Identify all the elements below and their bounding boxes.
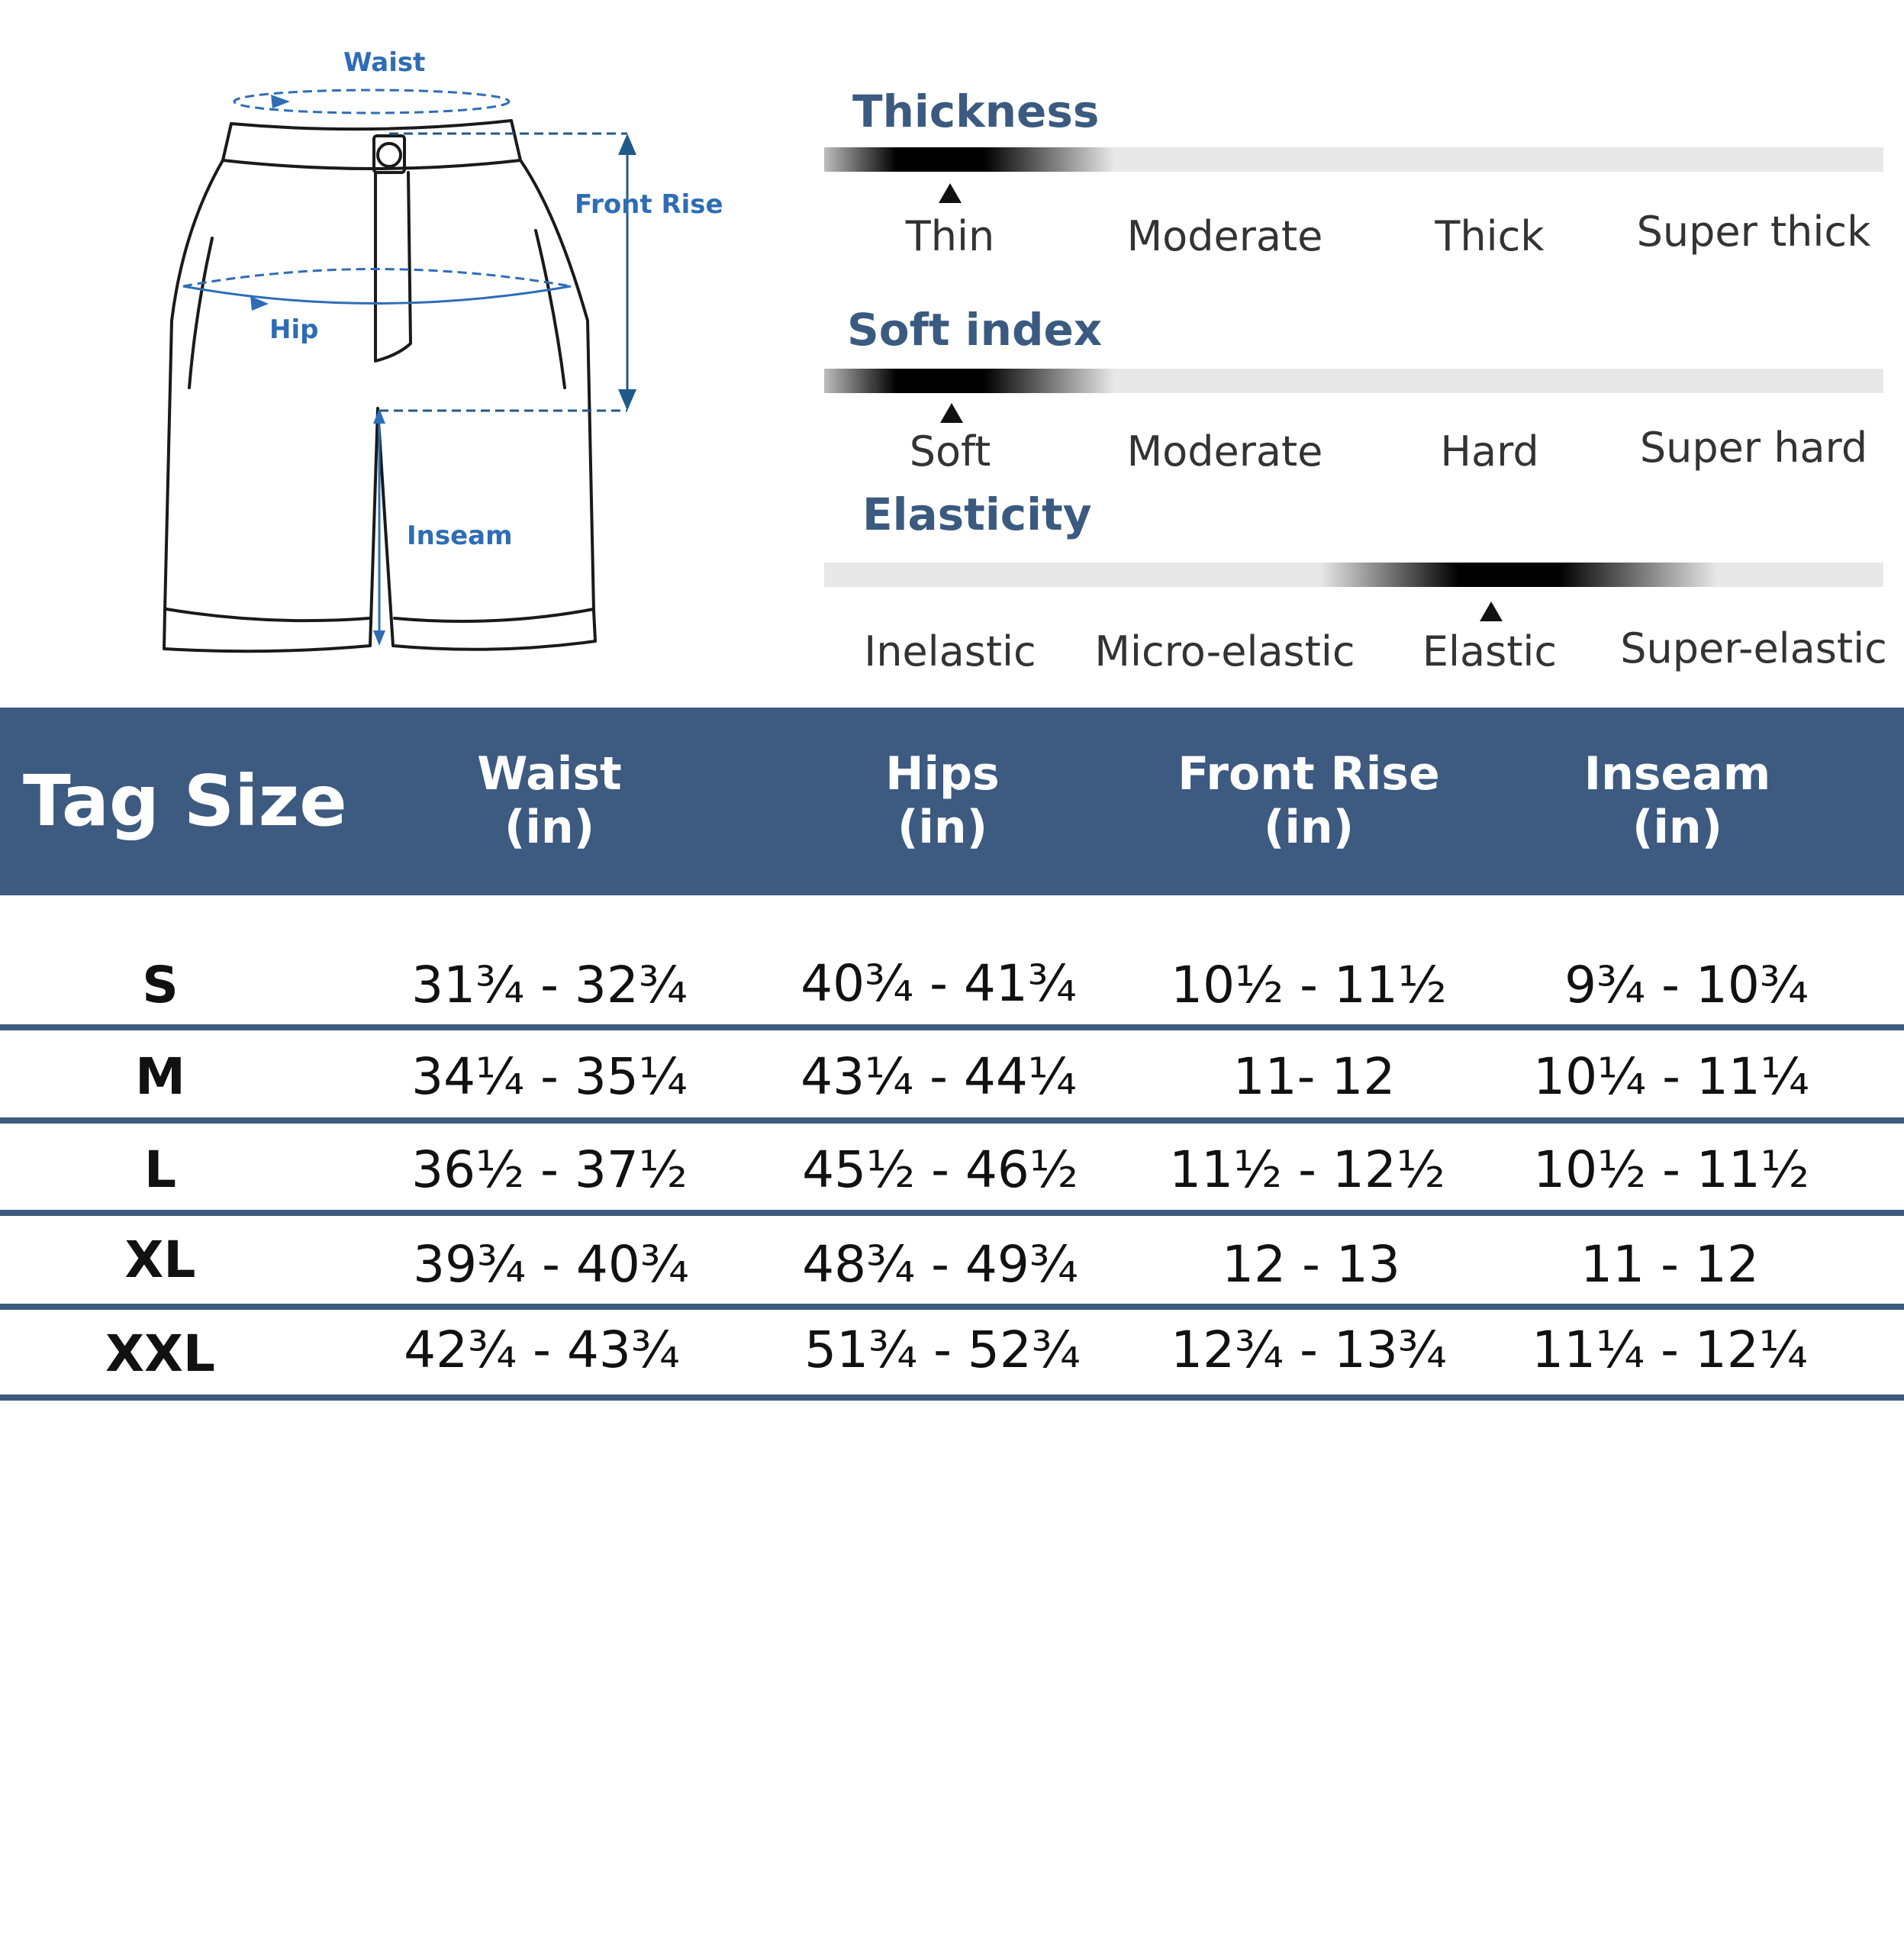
thickness-option-moderate: Moderate — [1126, 212, 1323, 260]
waist-cell: 31¾ - 32¾ — [411, 956, 688, 1014]
hips-cell: 48¾ - 49¾ — [802, 1235, 1078, 1294]
front-rise-cell: 11½ - 12½ — [1169, 1140, 1445, 1199]
row-divider — [0, 1024, 1904, 1030]
waist-cell: 39¾ - 40¾ — [413, 1235, 689, 1294]
soft-index-bar-indicator — [824, 369, 1114, 393]
hips-header-unit: (in) — [897, 801, 988, 854]
soft-index-option-hard: Hard — [1440, 427, 1539, 476]
row-divider — [0, 1395, 1904, 1401]
soft-index-title: Soft index — [847, 304, 1103, 356]
thickness-bar — [824, 147, 1883, 172]
waist-cell: 36½ - 37½ — [411, 1140, 688, 1199]
hips-cell: 43¼ - 44¼ — [801, 1047, 1077, 1106]
elasticity-option-super-elastic: Super-elastic — [1620, 624, 1887, 672]
hips-cell: 45½ - 46½ — [802, 1140, 1078, 1199]
front-rise-header-name: Front Rise — [1178, 747, 1440, 801]
inseam-cell: 9¾ - 10¾ — [1564, 956, 1809, 1014]
soft-index-selected-marker-icon — [940, 403, 963, 423]
elasticity-option-elastic: Elastic — [1422, 627, 1558, 676]
thickness-selected-marker-icon — [939, 183, 962, 203]
shorts-outline-icon — [0, 0, 763, 687]
front-rise-cell: 12 - 13 — [1222, 1235, 1400, 1294]
waist-cell: 42¾ - 43¾ — [404, 1320, 680, 1379]
elasticity-title: Elasticity — [862, 488, 1092, 540]
inseam-header-unit: (in) — [1632, 801, 1723, 854]
inseam-header-name: Inseam — [1583, 747, 1771, 801]
size-table-header — [0, 708, 1904, 895]
thickness-bar-indicator — [824, 147, 1114, 172]
waist-label: Waist — [343, 47, 426, 78]
waist-header-name: Waist — [477, 747, 622, 801]
elasticity-option-inelastic: Inelastic — [864, 627, 1036, 676]
tag-size-header: Tag Size — [23, 760, 347, 842]
hips-header-name: Hips — [885, 747, 1000, 801]
elasticity-selected-marker-icon — [1480, 601, 1503, 621]
elasticity-bar-indicator — [1320, 563, 1717, 587]
inseam-header — [1525, 747, 1830, 854]
row-divider — [0, 1210, 1904, 1216]
inseam-cell: 11 - 12 — [1580, 1235, 1759, 1294]
hips-cell: 40¾ - 41¾ — [801, 954, 1077, 1013]
inseam-label: Inseam — [407, 521, 513, 551]
front-rise-header — [1156, 747, 1461, 854]
waist-header-unit: (in) — [504, 801, 595, 854]
waist-header — [397, 747, 702, 854]
hip-label: Hip — [269, 314, 319, 345]
front-rise-cell: 12¾ - 13¾ — [1171, 1320, 1447, 1379]
inseam-cell: 10½ - 11½ — [1533, 1140, 1809, 1199]
front-rise-header-unit: (in) — [1263, 801, 1355, 854]
size-cell: M — [135, 1047, 185, 1106]
soft-index-option-moderate: Moderate — [1126, 427, 1323, 476]
thickness-option-super-thick: Super thick — [1636, 208, 1871, 256]
size-cell: XL — [124, 1230, 196, 1289]
thickness-option-thin: Thin — [905, 212, 995, 260]
thickness-option-thick: Thick — [1435, 212, 1545, 260]
inseam-cell: 11¼ - 12¼ — [1532, 1320, 1808, 1379]
inseam-cell: 10¼ - 11¼ — [1533, 1047, 1809, 1106]
size-cell: L — [143, 1140, 177, 1199]
shorts-measurement-diagram — [0, 0, 763, 687]
front-rise-cell: 11- 12 — [1232, 1047, 1396, 1106]
soft-index-bar — [824, 369, 1883, 393]
waist-cell: 34¼ - 35¼ — [411, 1047, 688, 1106]
hips-header — [790, 747, 1095, 854]
size-cell: S — [142, 956, 179, 1014]
front-rise-cell: 10½ - 11½ — [1171, 956, 1447, 1014]
front-rise-label: Front Rise — [575, 189, 723, 220]
thickness-title: Thickness — [852, 85, 1100, 137]
row-divider — [0, 1117, 1904, 1124]
hips-cell: 51¾ - 52¾ — [804, 1320, 1081, 1379]
size-cell: XXL — [105, 1324, 215, 1383]
elasticity-option-micro-elastic: Micro-elastic — [1094, 627, 1355, 676]
soft-index-option-super-hard: Super hard — [1639, 424, 1868, 472]
row-divider — [0, 1304, 1904, 1310]
elasticity-bar — [824, 563, 1883, 587]
soft-index-option-soft: Soft — [909, 427, 991, 476]
